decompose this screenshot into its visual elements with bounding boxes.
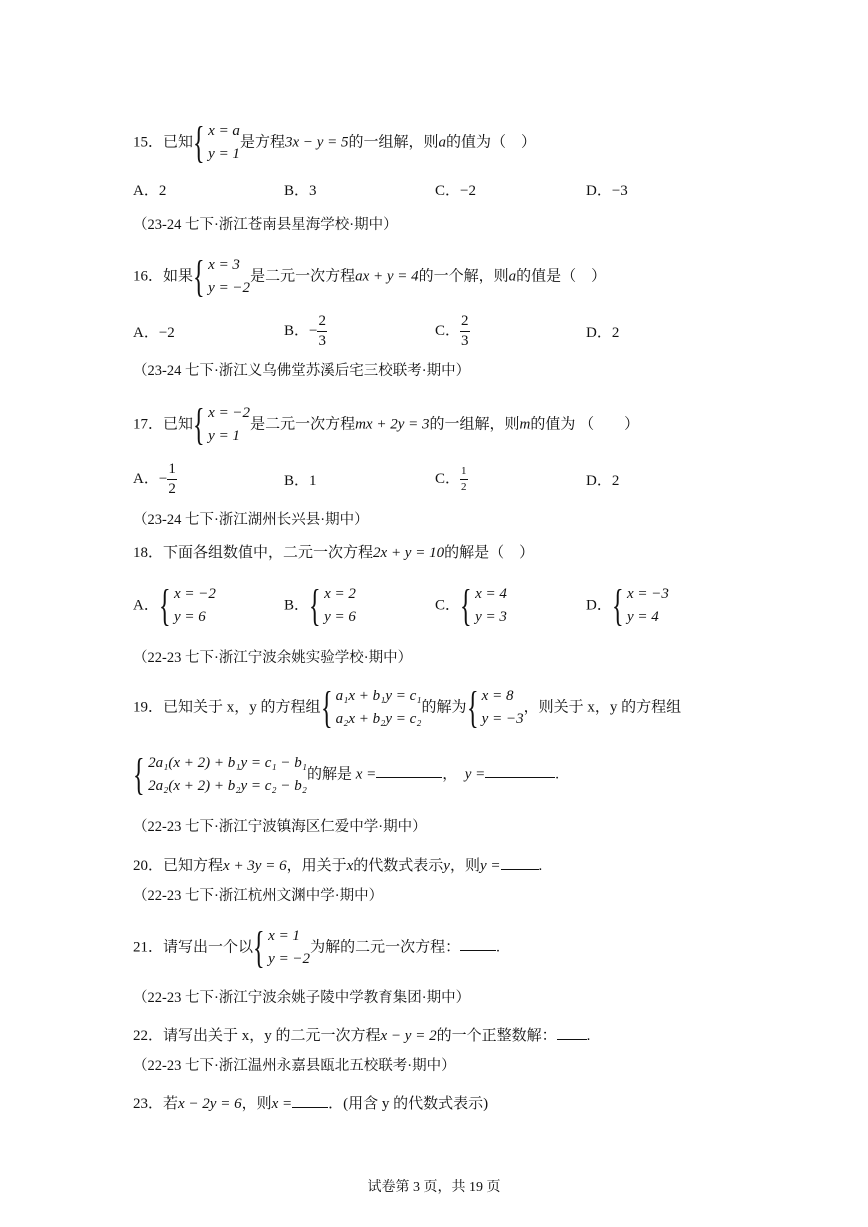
question-18: 18．下面各组数值中，二元一次方程2x + y = 10的解是（ ） xyxy=(133,545,535,561)
option-c: C． $\frac{1}{2}$ xyxy=(435,465,467,493)
question-number: 20． xyxy=(133,858,164,874)
brace: { xyxy=(193,400,205,449)
equation: x − 2y = 6 xyxy=(178,1096,242,1112)
option-a: A．{ x = −2 y = 6 xyxy=(133,581,216,630)
question-number: 18． xyxy=(133,545,164,561)
equation-system: x = 4 y = 3 xyxy=(475,586,507,625)
fraction: $\frac{1}{2}$ xyxy=(168,461,176,497)
equation-system: x = −2 y = 6 xyxy=(173,586,216,625)
question-15: 15．已知{ x = a y = 1 是方程3x − y = 5的一组解，则a的值为（ ） xyxy=(133,118,537,167)
question-23: 23．若x − 2y = 6，则x = ．(用含 y 的代数式表示) xyxy=(133,1093,488,1112)
question-number: 16． xyxy=(133,268,164,285)
question-number: 23． xyxy=(133,1096,164,1112)
source-note: （23-24 七下·浙江苍南县星海学校·期中） xyxy=(133,217,398,233)
question-20: 20．已知方程x + 3y = 6，用关于x的代数式表示y，则y = . xyxy=(133,855,542,874)
equation-system: x = 3 y = −2 xyxy=(208,257,251,296)
question-number: 21． xyxy=(133,939,164,956)
source-note: （22-23 七下·浙江宁波镇海区仁爱中学·期中） xyxy=(133,819,427,835)
option-a: A．−2 xyxy=(133,325,175,341)
equation-system: x = 1 y = −2 xyxy=(268,928,311,967)
option-d: D．2 xyxy=(586,473,620,489)
equation: x + 3y = 6 xyxy=(223,858,287,874)
brace: { xyxy=(460,581,472,630)
question-number: 17． xyxy=(133,416,164,433)
question-17: 17．已知{ x = −2 y = 1 是二元一次方程mx + 2y = 3的一组解，则m的值为 （ ） xyxy=(133,400,640,449)
equation-system: a₁x + b₁y = c₁ a₂x + b₂y = c₂ xyxy=(335,688,422,727)
source-note: （22-23 七下·浙江温州永嘉县瓯北五校联考·期中） xyxy=(133,1058,456,1074)
brace: { xyxy=(320,683,333,732)
answer-blank[interactable] xyxy=(292,1093,328,1108)
option-a: A．2 xyxy=(133,183,167,199)
brace: { xyxy=(309,581,321,630)
option-c: C．−2 xyxy=(435,183,476,199)
option-d: D．−3 xyxy=(586,183,628,199)
option-d: D．{ x = −3 y = 4 xyxy=(586,581,669,630)
option-b: B．{ x = 2 y = 6 xyxy=(284,581,356,630)
equation-system: x = −3 y = 4 xyxy=(626,586,669,625)
question-19-line2: { 2a₁(x + 2) + b₁y = c₁ − b₁ 2a₂(x + 2) + b₂y = c₂ − b₂ 的解是 x = ， y = . xyxy=(133,750,560,799)
equation-system: x = 2 y = 6 xyxy=(324,586,356,625)
brace: { xyxy=(611,581,624,630)
brace: { xyxy=(253,923,265,972)
brace: { xyxy=(193,252,205,301)
page-footer: 试卷第 3 页，共 19 页 xyxy=(367,1180,501,1195)
question-22: 22．请写出关于 x，y 的二元一次方程x − y = 2的一个正整数解： . xyxy=(133,1025,590,1044)
question-number: 19． xyxy=(133,699,164,716)
equation-system: x = a y = 1 xyxy=(208,123,240,162)
brace: { xyxy=(466,683,479,732)
equation-system: x = 8 y = −3 xyxy=(481,688,524,727)
source-note: （22-23 七下·浙江杭州文渊中学·期中） xyxy=(133,888,384,904)
brace: { xyxy=(158,581,171,630)
option-c: C． $\frac{2}{3}$ xyxy=(435,313,469,349)
option-a: A．− $\frac{1}{2}$ xyxy=(133,461,176,497)
question-number: 22． xyxy=(133,1028,164,1044)
fraction: $\frac{1}{2}$ xyxy=(461,465,467,493)
equation: 2x + y = 10 xyxy=(373,545,445,561)
brace: { xyxy=(133,750,145,799)
question-19: 19．已知关于 x，y 的方程组{ a₁x + b₁y = c₁ a₂x + b₂y = c₂ 的解为{ x = 8 y = −3 ，则关于 x，y 的方程组 xyxy=(133,683,682,732)
source-note: （22-23 七下·浙江宁波余姚子陵中学教育集团·期中） xyxy=(133,990,471,1006)
equation: ax + y = 4 xyxy=(355,268,419,285)
source-note: （23-24 七下·浙江义乌佛堂苏溪后宅三校联考·期中） xyxy=(133,363,471,379)
equation: x − y = 2 xyxy=(380,1028,437,1044)
option-b: B．− $\frac{2}{3}$ xyxy=(284,313,326,349)
answer-blank[interactable] xyxy=(557,1025,587,1040)
equation: 3x − y = 5 xyxy=(284,134,349,151)
fraction: $\frac{2}{3}$ xyxy=(318,313,326,349)
equation: mx + 2y = 3 xyxy=(355,416,430,433)
answer-blank[interactable] xyxy=(460,936,496,951)
answer-blank[interactable] xyxy=(501,855,539,870)
fraction: $\frac{2}{3}$ xyxy=(461,313,469,349)
option-b: B．3 xyxy=(284,183,317,199)
equation-system: x = −2 y = 1 xyxy=(208,405,251,444)
answer-blank-y[interactable] xyxy=(485,763,555,778)
answer-blank-x[interactable] xyxy=(376,763,442,778)
source-note: （22-23 七下·浙江宁波余姚实验学校·期中） xyxy=(133,650,413,666)
equation-system: 2a₁(x + 2) + b₁y = c₁ − b₁ 2a₂(x + 2) + b₂y = c₂ − b₂ xyxy=(148,755,307,794)
option-c: C．{ x = 4 y = 3 xyxy=(435,581,507,630)
option-b: B．1 xyxy=(284,473,317,489)
question-21: 21．请写出一个以{ x = 1 y = −2 为解的二元一次方程： . xyxy=(133,923,500,972)
option-d: D．2 xyxy=(586,325,620,341)
question-number: 15． xyxy=(133,134,164,151)
source-note: （23-24 七下·浙江湖州长兴县·期中） xyxy=(133,512,369,528)
brace: { xyxy=(193,118,205,167)
question-16: 16．如果{ x = 3 y = −2 是二元一次方程ax + y = 4的一个解，则a的值是（ ） xyxy=(133,252,607,301)
